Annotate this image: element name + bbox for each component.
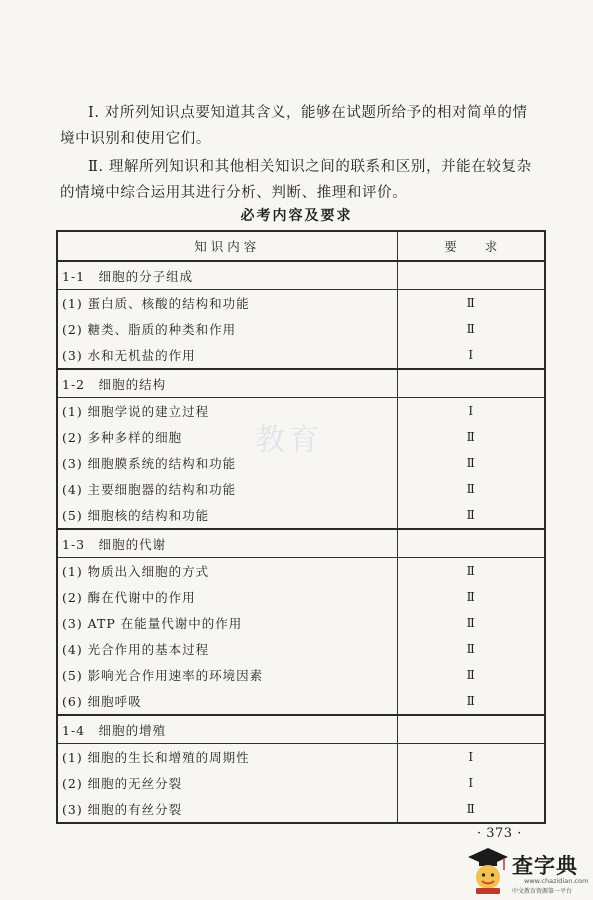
knowledge-item: (3) 水和无机盐的作用 bbox=[57, 342, 397, 369]
section-row bbox=[57, 529, 545, 558]
section-row bbox=[57, 261, 545, 290]
page-number: · 373 · bbox=[477, 826, 522, 841]
table-row bbox=[57, 744, 545, 771]
table-row bbox=[57, 584, 545, 610]
knowledge-item: (5) 细胞核的结构和功能 bbox=[57, 502, 397, 529]
table-row bbox=[57, 662, 545, 688]
requirement-level: Ⅱ bbox=[397, 502, 545, 529]
table-row bbox=[57, 796, 545, 823]
requirement-level: Ⅱ bbox=[397, 688, 545, 715]
table-row bbox=[57, 424, 545, 450]
section-level-blank bbox=[397, 715, 545, 744]
table-row bbox=[57, 316, 545, 342]
knowledge-item: (1) 细胞学说的建立过程 bbox=[57, 398, 397, 425]
section-title: 1-2 细胞的结构 bbox=[57, 369, 397, 398]
table-body bbox=[57, 261, 545, 823]
knowledge-item: (2) 细胞的无丝分裂 bbox=[57, 770, 397, 796]
knowledge-item: (2) 糖类、脂质的种类和作用 bbox=[57, 316, 397, 342]
table-row bbox=[57, 476, 545, 502]
knowledge-item: (3) 细胞的有丝分裂 bbox=[57, 796, 397, 823]
watermark: 教育 bbox=[255, 423, 323, 458]
site-logo[interactable] bbox=[466, 846, 590, 896]
requirement-level: Ⅱ bbox=[397, 558, 545, 585]
requirement-level: Ⅰ bbox=[397, 744, 545, 771]
section-title: 1-4 细胞的增殖 bbox=[57, 715, 397, 744]
table-row bbox=[57, 290, 545, 317]
knowledge-item: (2) 多种多样的细胞 bbox=[57, 424, 397, 450]
logo-title: 查字典 bbox=[512, 854, 578, 878]
knowledge-item: (1) 蛋白质、核酸的结构和功能 bbox=[57, 290, 397, 317]
section-level-blank bbox=[397, 261, 545, 290]
table-row bbox=[57, 610, 545, 636]
requirement-level: Ⅱ bbox=[397, 290, 545, 317]
requirement-level: Ⅱ bbox=[397, 610, 545, 636]
section-level-blank bbox=[397, 369, 545, 398]
knowledge-item: (1) 物质出入细胞的方式 bbox=[57, 558, 397, 585]
intro-paragraph-level-1: Ⅰ. 对所列知识点要知道其含义，能够在试题所给予的相对简单的情境中识别和使用它们。 bbox=[60, 105, 528, 147]
table-header-row bbox=[57, 231, 545, 261]
knowledge-item: (4) 主要细胞器的结构和功能 bbox=[57, 476, 397, 502]
requirement-level: Ⅱ bbox=[397, 476, 545, 502]
requirement-level: Ⅱ bbox=[397, 584, 545, 610]
knowledge-item: (6) 细胞呼吸 bbox=[57, 688, 397, 715]
requirement-level: Ⅱ bbox=[397, 796, 545, 823]
section-title: 1-1 细胞的分子组成 bbox=[57, 261, 397, 290]
graduate-mascot-icon bbox=[466, 846, 510, 896]
table-row bbox=[57, 688, 545, 715]
requirement-level: Ⅰ bbox=[397, 770, 545, 796]
table-row bbox=[57, 502, 545, 529]
table-row bbox=[57, 342, 545, 369]
requirement-level: Ⅰ bbox=[397, 342, 545, 369]
requirement-level: Ⅱ bbox=[397, 424, 545, 450]
table-row bbox=[57, 450, 545, 476]
header-knowledge-content: 知识内容 bbox=[57, 231, 397, 261]
table-row bbox=[57, 398, 545, 425]
logo-url: www.chazidian.com bbox=[524, 877, 589, 885]
header-requirement: 要求 bbox=[397, 231, 545, 261]
table-row bbox=[57, 636, 545, 662]
knowledge-item: (3) ATP 在能量代谢中的作用 bbox=[57, 610, 397, 636]
section-row bbox=[57, 715, 545, 744]
knowledge-item: (1) 细胞的生长和增殖的周期性 bbox=[57, 744, 397, 771]
table-row bbox=[57, 558, 545, 585]
intro-paragraph-level-2: Ⅱ. 理解所列知识和其他相关知识之间的联系和区别，并能在较复杂的情境中综合运用其进行分析、判断、推理和评价。 bbox=[60, 159, 532, 201]
requirement-level: Ⅱ bbox=[397, 316, 545, 342]
section-row bbox=[57, 369, 545, 398]
table-row bbox=[57, 770, 545, 796]
table-caption: 必考内容及要求 bbox=[240, 208, 353, 224]
requirement-level: Ⅱ bbox=[397, 636, 545, 662]
knowledge-item: (4) 光合作用的基本过程 bbox=[57, 636, 397, 662]
section-title: 1-3 细胞的代谢 bbox=[57, 529, 397, 558]
section-level-blank bbox=[397, 529, 545, 558]
requirement-level: Ⅱ bbox=[397, 662, 545, 688]
requirements-table bbox=[56, 230, 546, 824]
knowledge-item: (5) 影响光合作用速率的环境因素 bbox=[57, 662, 397, 688]
requirement-level: Ⅰ bbox=[397, 398, 545, 425]
knowledge-item: (3) 细胞膜系统的结构和功能 bbox=[57, 450, 397, 476]
knowledge-item: (2) 酶在代谢中的作用 bbox=[57, 584, 397, 610]
requirement-level: Ⅱ bbox=[397, 450, 545, 476]
logo-slogan: 中文教育资源第一平台 bbox=[512, 888, 573, 895]
